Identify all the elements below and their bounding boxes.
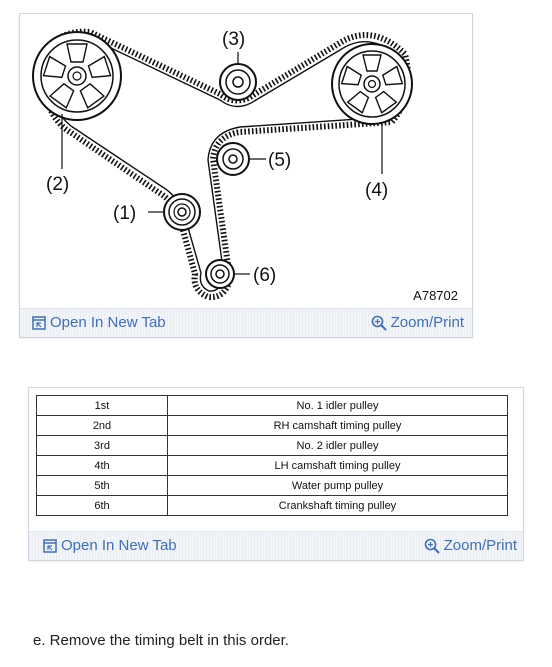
zoom-print-button[interactable]: [424, 537, 517, 555]
zoom-print-label: Zoom/Print: [443, 537, 517, 554]
lh-camshaft-pulley: [332, 44, 412, 124]
rh-camshaft-pulley: [33, 32, 121, 120]
water-pump-pulley: [217, 143, 249, 175]
removal-order-table: [36, 395, 508, 516]
label-3: (3): [222, 29, 246, 50]
magnifier-icon: [371, 315, 387, 331]
no1-idler-pulley: [164, 194, 200, 230]
table-row: [37, 396, 508, 416]
order-cell: 1st: [37, 396, 168, 416]
order-cell: 4th: [37, 456, 168, 476]
table-row: [37, 496, 508, 516]
magnifier-icon: [424, 538, 440, 554]
timing-belt-diagram: [20, 14, 472, 309]
open-tab-icon: [32, 316, 46, 330]
table-row: [37, 436, 508, 456]
zoom-print-label: Zoom/Print: [390, 314, 464, 331]
part-cell: Water pump pulley: [168, 476, 508, 496]
table-toolbar: [29, 531, 523, 560]
open-tab-icon: [43, 539, 57, 553]
label-1: (1): [113, 203, 137, 224]
zoom-print-button[interactable]: [371, 314, 464, 332]
diagram-toolbar: [20, 308, 472, 337]
part-cell: LH camshaft timing pulley: [168, 456, 508, 476]
order-cell: 6th: [37, 496, 168, 516]
table-row: [37, 416, 508, 436]
figure-id: A78702: [413, 288, 458, 303]
table-row: [37, 456, 508, 476]
open-in-new-tab-label: Open In New Tab: [61, 537, 177, 554]
part-cell: Crankshaft timing pulley: [168, 496, 508, 516]
label-4: (4): [365, 180, 389, 201]
open-in-new-tab-label: Open In New Tab: [50, 314, 166, 331]
part-cell: RH camshaft timing pulley: [168, 416, 508, 436]
table-row: [37, 476, 508, 496]
order-cell: 5th: [37, 476, 168, 496]
open-in-new-tab-button[interactable]: [43, 537, 177, 555]
table-panel: [28, 387, 524, 561]
label-2: (2): [46, 174, 70, 195]
order-cell: 3rd: [37, 436, 168, 456]
no2-idler-pulley: [220, 64, 256, 100]
diagram-panel: [19, 13, 473, 338]
label-6: (6): [253, 265, 277, 286]
order-cell: 2nd: [37, 416, 168, 436]
instruction-text: e. Remove the timing belt in this order.: [33, 632, 289, 649]
part-cell: No. 1 idler pulley: [168, 396, 508, 416]
part-cell: No. 2 idler pulley: [168, 436, 508, 456]
open-in-new-tab-button[interactable]: [32, 314, 166, 332]
label-5: (5): [268, 150, 292, 171]
crankshaft-pulley: [206, 260, 234, 288]
